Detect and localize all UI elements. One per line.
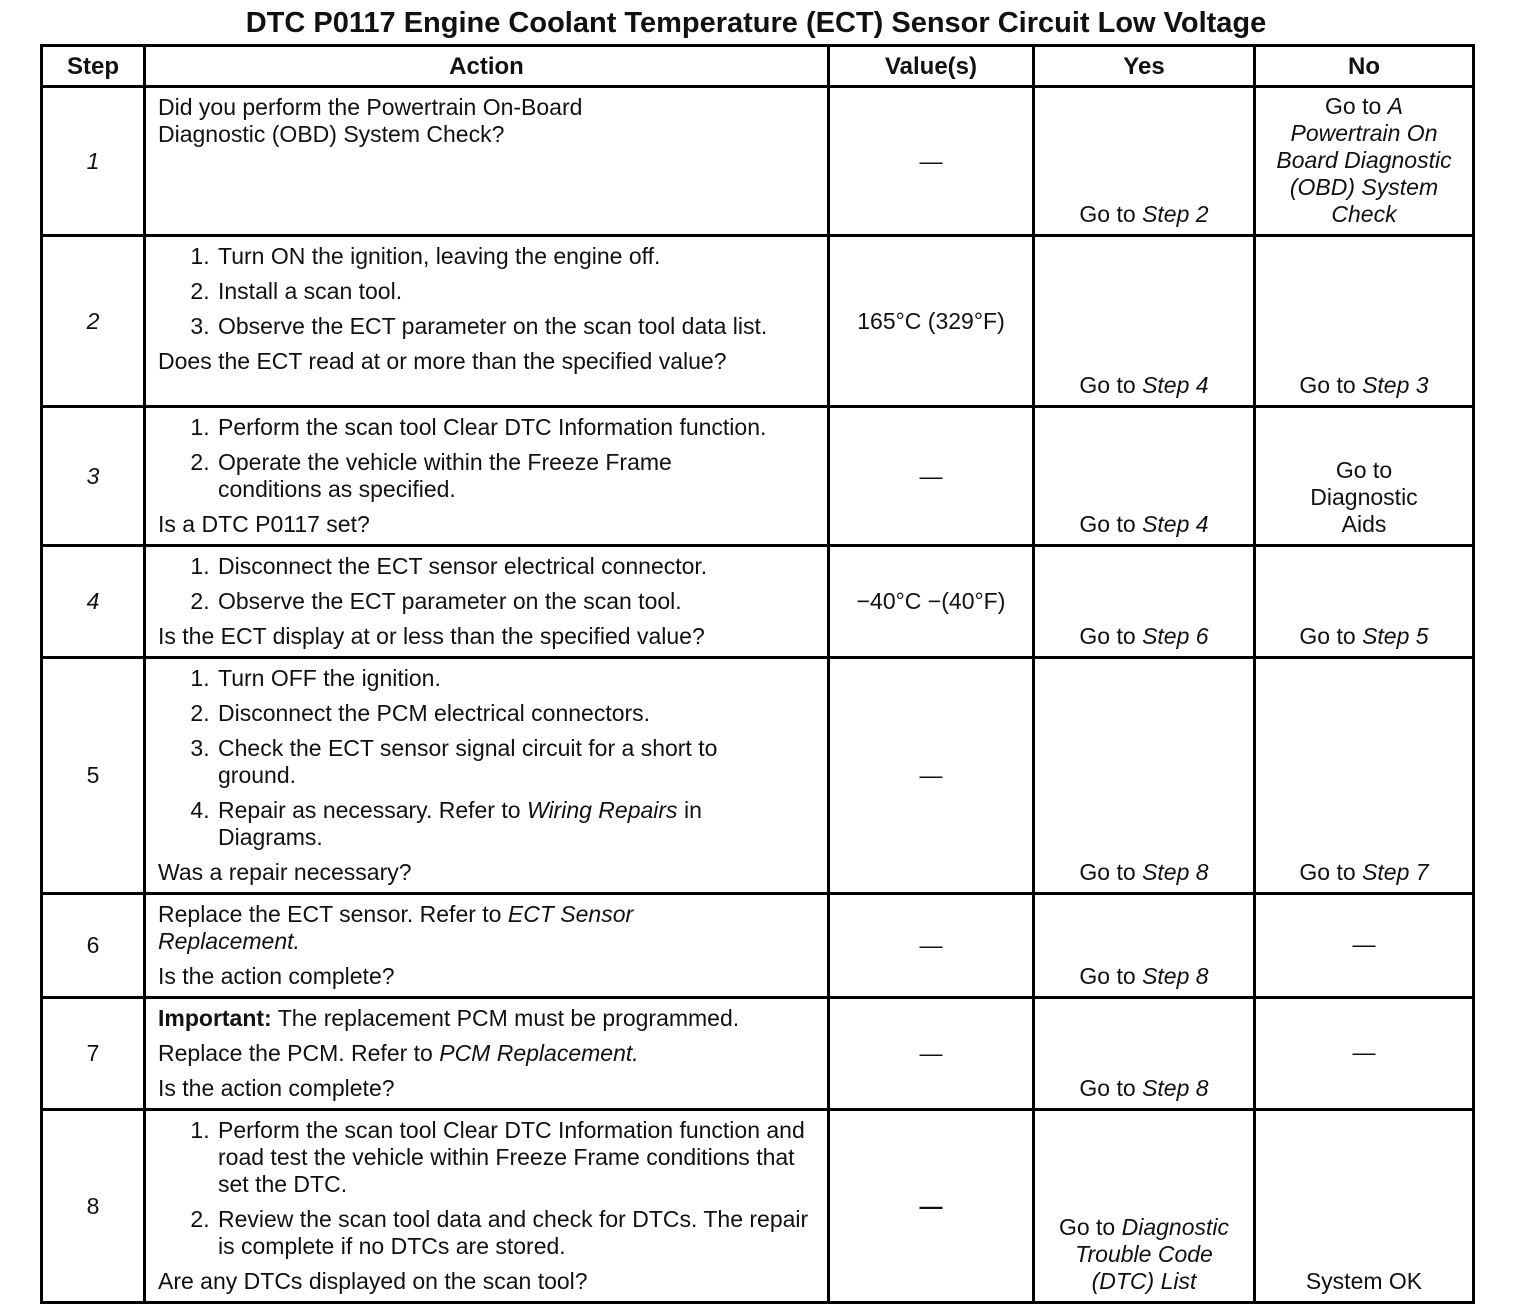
goto-label: Go to [1058, 1214, 1122, 1240]
table-row [42, 87, 1474, 236]
yes-link[interactable]: Step 8 [1142, 963, 1209, 989]
action-item: 2. Review the scan tool data and check for DTCs. The repair is complete if no DTCs are stored. [216, 1206, 816, 1260]
step-number: 3 [42, 407, 145, 546]
yes-cell [1034, 1110, 1255, 1303]
action-item: 1. Turn OFF the ignition. [216, 665, 796, 692]
yes-link[interactable]: Step 8 [1142, 1075, 1209, 1101]
value-cell: — [829, 658, 1034, 894]
step-number: 1 [42, 87, 145, 236]
no-cell [1255, 407, 1474, 546]
yes-link[interactable]: Step 6 [1142, 623, 1209, 649]
action-question: Did you perform the Powertrain On-Board Diagnostic (OBD) System Check? [158, 94, 583, 147]
table-row [42, 658, 1474, 894]
action-question: Is the ECT display at or less than the specified value? [158, 623, 705, 649]
step-number: 4 [42, 546, 145, 658]
action-item: 1. Disconnect the ECT sensor electrical connector. [216, 553, 819, 580]
goto-label: Go to [1079, 372, 1143, 398]
header-step: Step [42, 46, 145, 87]
step-number: 7 [42, 998, 145, 1110]
goto-label: Go to [1299, 372, 1363, 398]
goto-label: Go to [1299, 859, 1363, 885]
action-cell [145, 658, 829, 894]
no-cell [1255, 658, 1474, 894]
action-item: 2. Observe the ECT parameter on the scan tool. [216, 588, 819, 615]
header-row [42, 46, 1474, 87]
goto-label: Go to [1079, 963, 1143, 989]
action-item: 1. Perform the scan tool Clear DTC Information function. [216, 414, 836, 441]
goto-label: Go to [1079, 511, 1143, 537]
yes-cell [1034, 998, 1255, 1110]
value-cell: — [829, 87, 1034, 236]
action-cell: Important: The replacement PCM must be programmed. Replace the PCM. Refer to PCM Replacement. Is the action complete? [145, 998, 829, 1110]
step-number: 6 [42, 894, 145, 998]
table-row [42, 407, 1474, 546]
no-cell [1255, 236, 1474, 407]
ect-sensor-replacement-link[interactable]: ECT Sensor Replacement. [158, 901, 634, 954]
yes-link[interactable]: Step 8 [1142, 859, 1209, 885]
action-question: Is the action complete? [158, 963, 395, 989]
no-cell: — [1255, 894, 1474, 998]
action-cell [145, 87, 829, 236]
action-item: 3. Check the ECT sensor signal circuit for a short to ground. [216, 735, 796, 789]
step-number: 2 [42, 236, 145, 407]
yes-link[interactable]: Diagnostic Trouble Code (DTC) List [1075, 1214, 1230, 1294]
table-row [42, 1110, 1474, 1303]
action-item: 4. Repair as necessary. Refer to Wiring Repairs in Diagrams. [216, 797, 796, 851]
action-question: Is a DTC P0117 set? [158, 511, 370, 537]
no-cell [1255, 546, 1474, 658]
goto-label: Go to [1079, 859, 1143, 885]
header-action: Action [145, 46, 829, 87]
yes-link[interactable]: Step 2 [1142, 201, 1209, 227]
yes-link[interactable]: Step 4 [1142, 511, 1209, 537]
action-question: Are any DTCs displayed on the scan tool? [158, 1268, 588, 1294]
action-cell [145, 407, 829, 546]
action-cell [145, 1110, 829, 1303]
action-item: 3. Observe the ECT parameter on the scan tool data list. [216, 313, 796, 340]
header-values: Value(s) [829, 46, 1034, 87]
action-cell [145, 236, 829, 407]
goto-label: Go to [1079, 201, 1143, 227]
step-number: 8 [42, 1110, 145, 1303]
header-yes: Yes [1034, 46, 1255, 87]
yes-link[interactable]: Step 4 [1142, 372, 1209, 398]
wiring-repairs-link[interactable]: Wiring Repairs [526, 797, 678, 823]
important-label: Important: [158, 1005, 272, 1031]
goto-label: Go to [1299, 623, 1363, 649]
table-row [42, 894, 1474, 998]
value-cell: −40°C −(40°F) [829, 546, 1034, 658]
goto-label: Go to [1325, 92, 1388, 119]
step-number: 5 [42, 658, 145, 894]
no-cell: System OK [1255, 1110, 1474, 1303]
table-row [42, 998, 1474, 1110]
yes-cell [1034, 658, 1255, 894]
action-cell [145, 546, 829, 658]
yes-cell [1034, 894, 1255, 998]
no-link[interactable]: Step 3 [1362, 372, 1429, 398]
action-question: Does the ECT read at or more than the specified value? [158, 348, 727, 374]
table-row [42, 546, 1474, 658]
yes-cell [1034, 236, 1255, 407]
goto-label: Go to [1079, 623, 1143, 649]
action-item: 1. Turn ON the ignition, leaving the engine off. [216, 243, 796, 270]
value-cell: 165°C (329°F) [829, 236, 1034, 407]
yes-cell [1034, 87, 1255, 236]
goto-label: Go to [1079, 1075, 1143, 1101]
yes-cell [1034, 407, 1255, 546]
no-link[interactable]: Go to Diagnostic Aids [1310, 457, 1418, 537]
value-cell: — [829, 1110, 1034, 1303]
table-row [42, 236, 1474, 407]
page-title: DTC P0117 Engine Coolant Temperature (ECT) Sensor Circuit Low Voltage [245, 7, 1267, 39]
action-item: 2. Disconnect the PCM electrical connectors. [216, 700, 796, 727]
yes-cell [1034, 546, 1255, 658]
no-cell: — [1255, 998, 1474, 1110]
diagnostic-table [40, 44, 1475, 1304]
pcm-replacement-link[interactable]: PCM Replacement. [439, 1040, 639, 1066]
value-cell: — [829, 998, 1034, 1110]
value-cell: — [829, 407, 1034, 546]
action-item: 1. Perform the scan tool Clear DTC Information function and road test the vehicle within Freeze Frame conditions that set the DTC. [216, 1117, 816, 1198]
value-cell: — [829, 894, 1034, 998]
no-cell [1255, 87, 1474, 236]
action-item: 2. Install a scan tool. [216, 278, 796, 305]
no-link[interactable]: Step 5 [1362, 623, 1429, 649]
header-no: No [1255, 46, 1474, 87]
action-question: Is the action complete? [158, 1075, 395, 1101]
no-link[interactable]: A Powertrain On Board Diagnostic (OBD) System Check [1276, 92, 1452, 227]
action-item: 2. Operate the vehicle within the Freeze Frame conditions as specified. [216, 449, 718, 503]
no-link[interactable]: Step 7 [1362, 859, 1429, 885]
action-cell: Replace the ECT sensor. Refer to ECT Sensor Replacement. Is the action complete? [145, 894, 829, 998]
action-question: Was a repair necessary? [158, 859, 412, 885]
